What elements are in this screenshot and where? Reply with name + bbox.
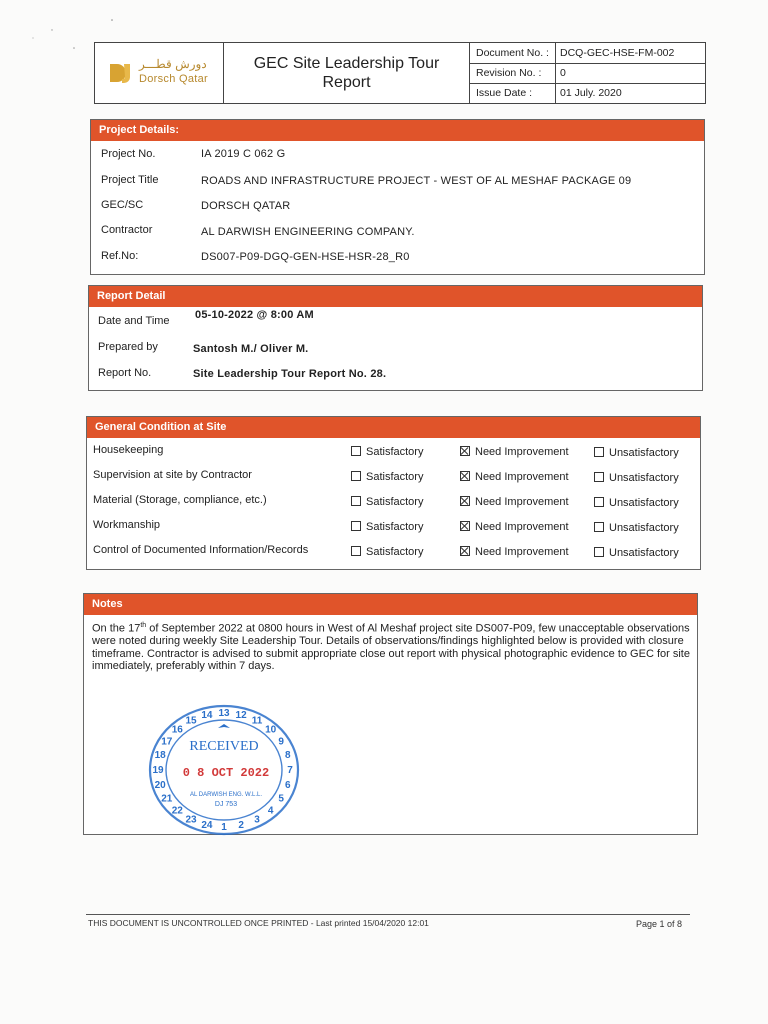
condition-option-unsatisfactory[interactable] — [594, 497, 679, 509]
stamp-code: DJ 753 — [214, 801, 238, 808]
revision-no-label: Revision No. : — [470, 63, 556, 83]
checked-checkbox-icon[interactable] — [460, 546, 470, 556]
stamp-date: 0 8 OCT 2022 — [182, 766, 270, 780]
condition-option-need-improvement[interactable] — [460, 521, 569, 533]
condition-option-label: Unsatisfactory — [609, 497, 679, 509]
condition-option-label: Unsatisfactory — [609, 522, 679, 534]
condition-option-label: Need Improvement — [475, 546, 569, 558]
title-line-2: Report — [322, 74, 371, 91]
stamp-day-number: 22 — [171, 805, 183, 817]
stamp-day-number: 13 — [218, 708, 230, 719]
condition-option-label: Need Improvement — [475, 496, 569, 508]
stamp-day-number: 14 — [201, 709, 213, 721]
project-no-value: IA 2019 C 062 G — [201, 148, 286, 160]
condition-option-label: Satisfactory — [366, 496, 424, 508]
ref-no-value: DS007-P09-DGQ-GEN-HSE-HSR-28_R0 — [201, 251, 410, 263]
stamp-day-number: 24 — [201, 820, 213, 832]
footer-divider — [86, 914, 690, 915]
stamp-day-number: 16 — [171, 724, 183, 736]
issue-date-label: Issue Date : — [470, 83, 556, 103]
stamp-day-number: 21 — [161, 793, 173, 805]
checkbox-icon[interactable] — [351, 521, 361, 531]
general-condition-heading: General Condition at Site — [87, 417, 700, 438]
stamp-day-number: 5 — [278, 793, 284, 805]
stamp-day-number: 15 — [185, 715, 197, 727]
report-no-value: Site Leadership Tour Report No. 28. — [193, 368, 387, 380]
notes-ordinal: th — [140, 622, 147, 629]
dorsch-logo-icon — [107, 59, 135, 87]
stamp-day-number: 11 — [251, 715, 263, 727]
project-title-label: Project Title — [101, 174, 159, 186]
revision-no-row — [470, 63, 706, 84]
condition-option-satisfactory[interactable] — [351, 446, 423, 458]
condition-option-label: Unsatisfactory — [609, 472, 679, 484]
gec-sc-value: DORSCH QATAR — [201, 200, 291, 212]
stamp-day-number: 19 — [152, 765, 164, 776]
stamp-day-number: 17 — [161, 736, 173, 748]
condition-option-label: Satisfactory — [366, 446, 424, 458]
prepared-by-value: Santosh M./ Oliver M. — [193, 343, 309, 355]
document-no-value: DCQ-GEC-HSE-FM-002 — [560, 47, 675, 59]
checkbox-icon[interactable] — [594, 547, 604, 557]
notes-text-rest: of September 2022 at 0800 hours in West of Al Meshaf project site DS007-P09, few unacceptable observations were noted during weekly Site Leadership Tour. Details of observations/findings highlighted below is provided with closure timeframe. Contractor is advised to submit appropriate close out report with physical photographic evidence to GEC for site immediately, preferably within 7 days. — [92, 622, 690, 673]
revision-no-value: 0 — [560, 67, 566, 79]
checkbox-icon[interactable] — [351, 496, 361, 506]
checkbox-icon[interactable] — [351, 546, 361, 556]
stamp-day-number: 18 — [154, 750, 166, 762]
condition-option-label: Need Improvement — [475, 446, 569, 458]
stamp-day-number: 7 — [287, 765, 293, 776]
notes-text — [92, 620, 692, 673]
checkbox-icon[interactable] — [351, 446, 361, 456]
project-no-label: Project No. — [101, 148, 156, 160]
stamp-day-number: 4 — [267, 805, 274, 817]
condition-option-need-improvement[interactable] — [460, 496, 569, 508]
date-time-value: 05-10-2022 @ 8:00 AM — [195, 309, 314, 321]
condition-label: Material (Storage, compliance, etc.) — [93, 494, 267, 506]
condition-option-need-improvement[interactable] — [460, 471, 569, 483]
stamp-day-number: 1 — [221, 822, 227, 833]
condition-option-satisfactory[interactable] — [351, 496, 423, 508]
page-number: Page 1 of 8 — [636, 919, 683, 929]
received-stamp — [146, 702, 302, 838]
checkbox-icon[interactable] — [594, 522, 604, 532]
checkbox-icon[interactable] — [594, 447, 604, 457]
logo-text-arabic: دورش قطـــر — [139, 57, 207, 71]
general-condition-section — [86, 416, 701, 570]
stamp-day-number: 10 — [265, 724, 277, 736]
checked-checkbox-icon[interactable] — [460, 471, 470, 481]
stamp-day-number: 6 — [285, 779, 291, 791]
report-no-label: Report No. — [98, 367, 152, 379]
checked-checkbox-icon[interactable] — [460, 521, 470, 531]
condition-option-label: Satisfactory — [366, 521, 424, 533]
gec-sc-label: GEC/SC — [101, 199, 144, 211]
condition-option-satisfactory[interactable] — [351, 471, 423, 483]
document-no-label: Document No. : — [470, 43, 556, 63]
checked-checkbox-icon[interactable] — [460, 446, 470, 456]
condition-option-label: Unsatisfactory — [609, 547, 679, 559]
condition-option-satisfactory[interactable] — [351, 521, 423, 533]
condition-label: Supervision at site by Contractor — [93, 469, 252, 481]
condition-option-label: Satisfactory — [366, 471, 424, 483]
stamp-day-number: 12 — [235, 709, 247, 721]
document-header — [94, 42, 706, 104]
condition-option-unsatisfactory[interactable] — [594, 522, 679, 534]
condition-option-unsatisfactory[interactable] — [594, 547, 679, 559]
contractor-label: Contractor — [101, 224, 153, 236]
footer-uncontrolled-notice: THIS DOCUMENT IS UNCONTROLLED ONCE PRINTED - Last printed 15/04/2020 12:01 — [88, 918, 429, 928]
condition-label: Control of Documented Information/Records — [93, 544, 309, 556]
condition-label: Housekeeping — [93, 444, 164, 456]
notes-text-start: On the 17 — [92, 622, 141, 635]
stamp-company: AL DARWISH ENG. W.L.L. — [189, 792, 263, 798]
notes-heading: Notes — [84, 594, 697, 615]
stamp-day-number: 2 — [238, 820, 244, 832]
project-details-section — [90, 119, 705, 275]
logo-text-english: Dorsch Qatar — [139, 73, 209, 85]
condition-option-unsatisfactory[interactable] — [594, 447, 679, 459]
condition-label: Workmanship — [93, 519, 161, 531]
condition-option-need-improvement[interactable] — [460, 446, 569, 458]
condition-option-satisfactory[interactable] — [351, 546, 423, 558]
project-title-value: ROADS AND INFRASTRUCTURE PROJECT - WEST OF AL MESHAF PACKAGE 09 — [201, 175, 632, 187]
document-meta — [469, 43, 706, 103]
stamp-received: RECEIVED — [189, 739, 259, 754]
report-detail-section — [88, 285, 703, 391]
condition-option-label: Satisfactory — [366, 546, 424, 558]
title-line-1: GEC Site Leadership Tour — [253, 55, 440, 72]
project-details-heading: Project Details: — [91, 120, 704, 141]
stamp-day-number: 20 — [154, 779, 166, 791]
stamp-day-number: 3 — [254, 814, 260, 826]
document-no-row — [470, 43, 706, 64]
report-detail-heading: Report Detail — [89, 286, 702, 307]
condition-option-unsatisfactory[interactable] — [594, 472, 679, 484]
checkbox-icon[interactable] — [594, 497, 604, 507]
date-time-label: Date and Time — [98, 315, 170, 327]
stamp-day-number: 9 — [278, 736, 284, 748]
condition-option-label: Need Improvement — [475, 471, 569, 483]
checked-checkbox-icon[interactable] — [460, 496, 470, 506]
company-logo — [95, 43, 224, 103]
contractor-value: AL DARWISH ENGINEERING COMPANY. — [201, 226, 415, 238]
issue-date-row — [470, 83, 706, 103]
ref-no-label: Ref.No: — [101, 250, 139, 262]
condition-option-need-improvement[interactable] — [460, 546, 569, 558]
plane-icon — [218, 724, 230, 728]
stamp-day-number: 8 — [285, 750, 291, 762]
prepared-by-label: Prepared by — [98, 341, 158, 353]
issue-date-value: 01 July. 2020 — [560, 87, 622, 99]
checkbox-icon[interactable] — [351, 471, 361, 481]
condition-option-label: Unsatisfactory — [609, 447, 679, 459]
condition-option-label: Need Improvement — [475, 521, 569, 533]
stamp-day-number: 23 — [185, 814, 197, 826]
document-title — [224, 43, 469, 103]
checkbox-icon[interactable] — [594, 472, 604, 482]
